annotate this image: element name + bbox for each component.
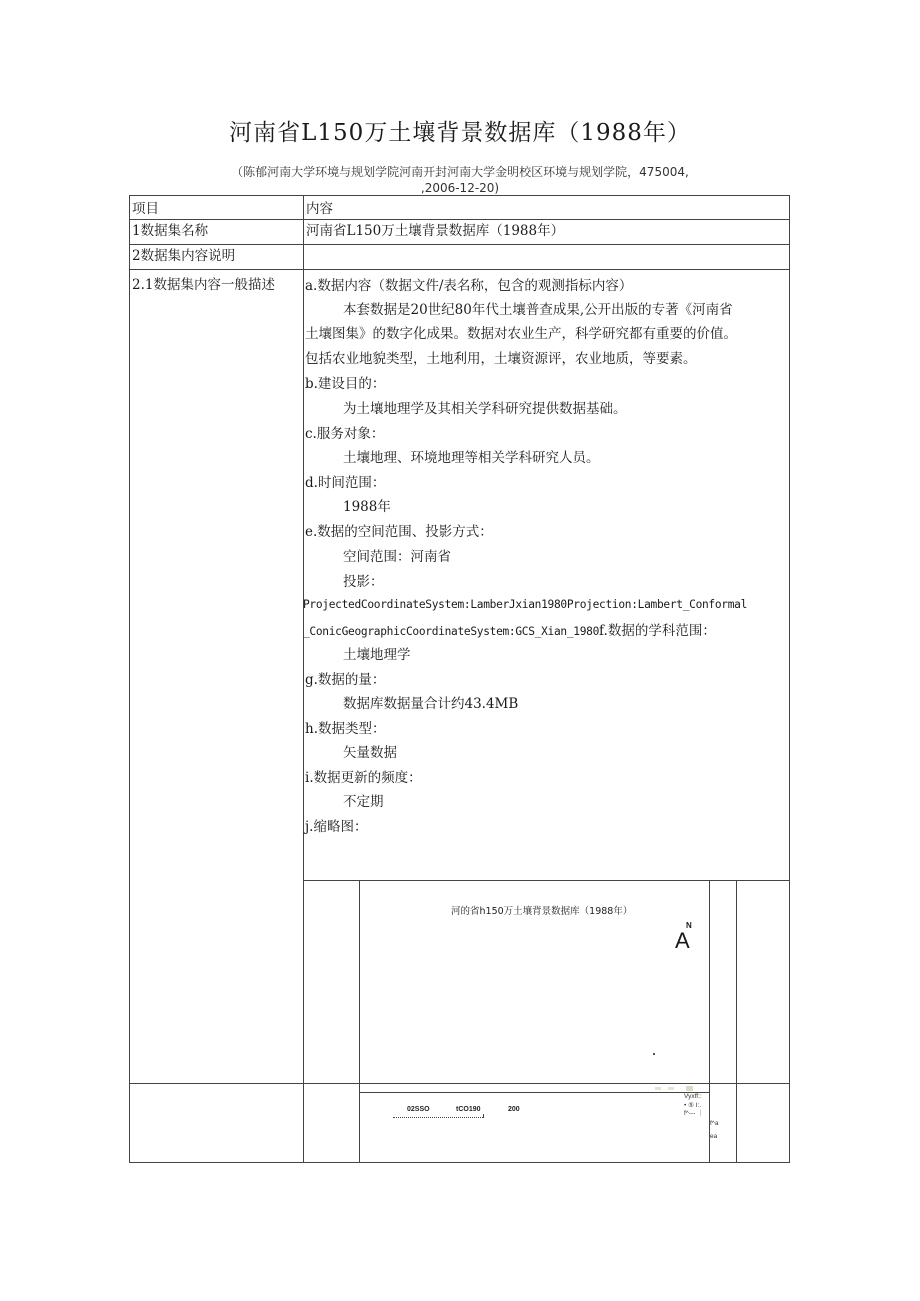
general-desc-label: 2.1数据集内容一般描述: [132, 277, 275, 293]
section-a-heading: a.数据内容（数据文件/表名称，包含的观测指标内容）: [305, 278, 633, 294]
scale-label-0: 02SSO: [407, 1106, 430, 1113]
section-e-projection-label: 投影：: [343, 574, 384, 590]
section-c-heading: c.服务对象：: [305, 426, 385, 442]
projection-text: _ConicGeographicCoordinateSystem:GCS_Xian_1980: [303, 625, 600, 638]
table-rule: [129, 219, 790, 220]
map-dot: [653, 1053, 655, 1055]
legend-text-c: f^--- ｜: [684, 1110, 704, 1117]
table-rule: [303, 195, 304, 1163]
section-i-text: 不定期: [343, 794, 384, 810]
projection-line-1: ProjectedCoordinateSystem:LamberJxian1980Projection:Lambert_Conformal: [303, 598, 748, 611]
legend-text-e: ea: [710, 1133, 718, 1140]
scale-label-200: 200: [508, 1106, 520, 1113]
section-e-extent: 空间范围：河南省: [343, 549, 451, 565]
section-h-heading: h.数据类型：: [305, 721, 386, 737]
scale-bar-tick: [483, 1114, 484, 1118]
dataset-name-value: 河南省L150万土壤背景数据库（1988年）: [306, 223, 565, 239]
section-f-heading: f.数据的学科范围：: [599, 623, 716, 639]
section-j-heading: j.缩略图：: [305, 819, 368, 835]
header-item: 项目: [132, 201, 159, 217]
table-rule: [303, 880, 790, 881]
author-line-2: ,2006-12-20): [420, 181, 500, 195]
document-title: 河南省L150万土壤背景数据库（1988年）: [229, 120, 691, 146]
north-arrow-label: N: [686, 921, 692, 930]
map-title: 河的省h150万土壤背景数据库（1988年）: [451, 906, 633, 917]
table-rule: [129, 244, 790, 245]
header-content: 内容: [306, 201, 333, 217]
author-info: [120, 164, 800, 196]
map-frame-line: [359, 1092, 709, 1093]
section-g-text: 数据库数据量合计约43.4MB: [343, 696, 519, 712]
north-arrow-icon: A: [675, 928, 690, 953]
section-a-line-1: 本套数据是20世纪80年代土壤普查成果,公开出版的专著《河南省: [343, 302, 733, 318]
section-h-text: 矢量数据: [343, 745, 397, 761]
section-f-text: 土壤地理学: [343, 647, 411, 663]
table-rule: [129, 269, 790, 270]
section-e-heading: e.数据的空间范围、投影方式：: [305, 524, 493, 540]
table-rule: [359, 880, 360, 1163]
section-a-line-3: 包括农业地貌类型，土地利用，土壤资源评，农业地质，等要素。: [305, 351, 697, 367]
section-d-heading: d.时间范围：: [305, 475, 386, 491]
dataset-name-label: 1数据集名称: [132, 223, 209, 239]
legend-text-d: f^a: [710, 1120, 719, 1127]
legend-text-a: Vyxff::: [684, 1093, 702, 1100]
section-b-text: 为土壤地理学及其相关学科研究提供数据基础。: [343, 401, 627, 417]
legend-swatch: [655, 1087, 661, 1090]
legend-text-b: • ⑤ I:.: [684, 1102, 702, 1109]
section-a-line-2: 土壤图集》的数字化成果。数据对农业生产，科学研究都有重要的价值。: [305, 326, 737, 342]
author-line-1: （陈郁河南大学环境与规划学院河南开封河南大学金明校区环境与规划学院，475004,: [231, 165, 689, 179]
section-b-heading: b.建设目的：: [305, 376, 386, 392]
section-d-text: 1988年: [343, 499, 391, 515]
projection-line-2: [303, 619, 716, 639]
table-rule: [129, 1083, 790, 1084]
dataset-desc-label: 2数据集内容说明: [132, 248, 236, 264]
section-c-text: 土壤地理、环境地理等相关学科研究人员。: [343, 450, 600, 466]
section-g-heading: g.数据的量：: [305, 672, 386, 688]
section-i-heading: i.数据更新的频度：: [305, 770, 422, 786]
legend-swatch: [668, 1087, 674, 1090]
legend-swatch: [686, 1086, 693, 1091]
scale-label-100: tCO190: [456, 1106, 481, 1113]
scale-bar: [393, 1117, 483, 1118]
table-rule: [736, 880, 737, 1163]
